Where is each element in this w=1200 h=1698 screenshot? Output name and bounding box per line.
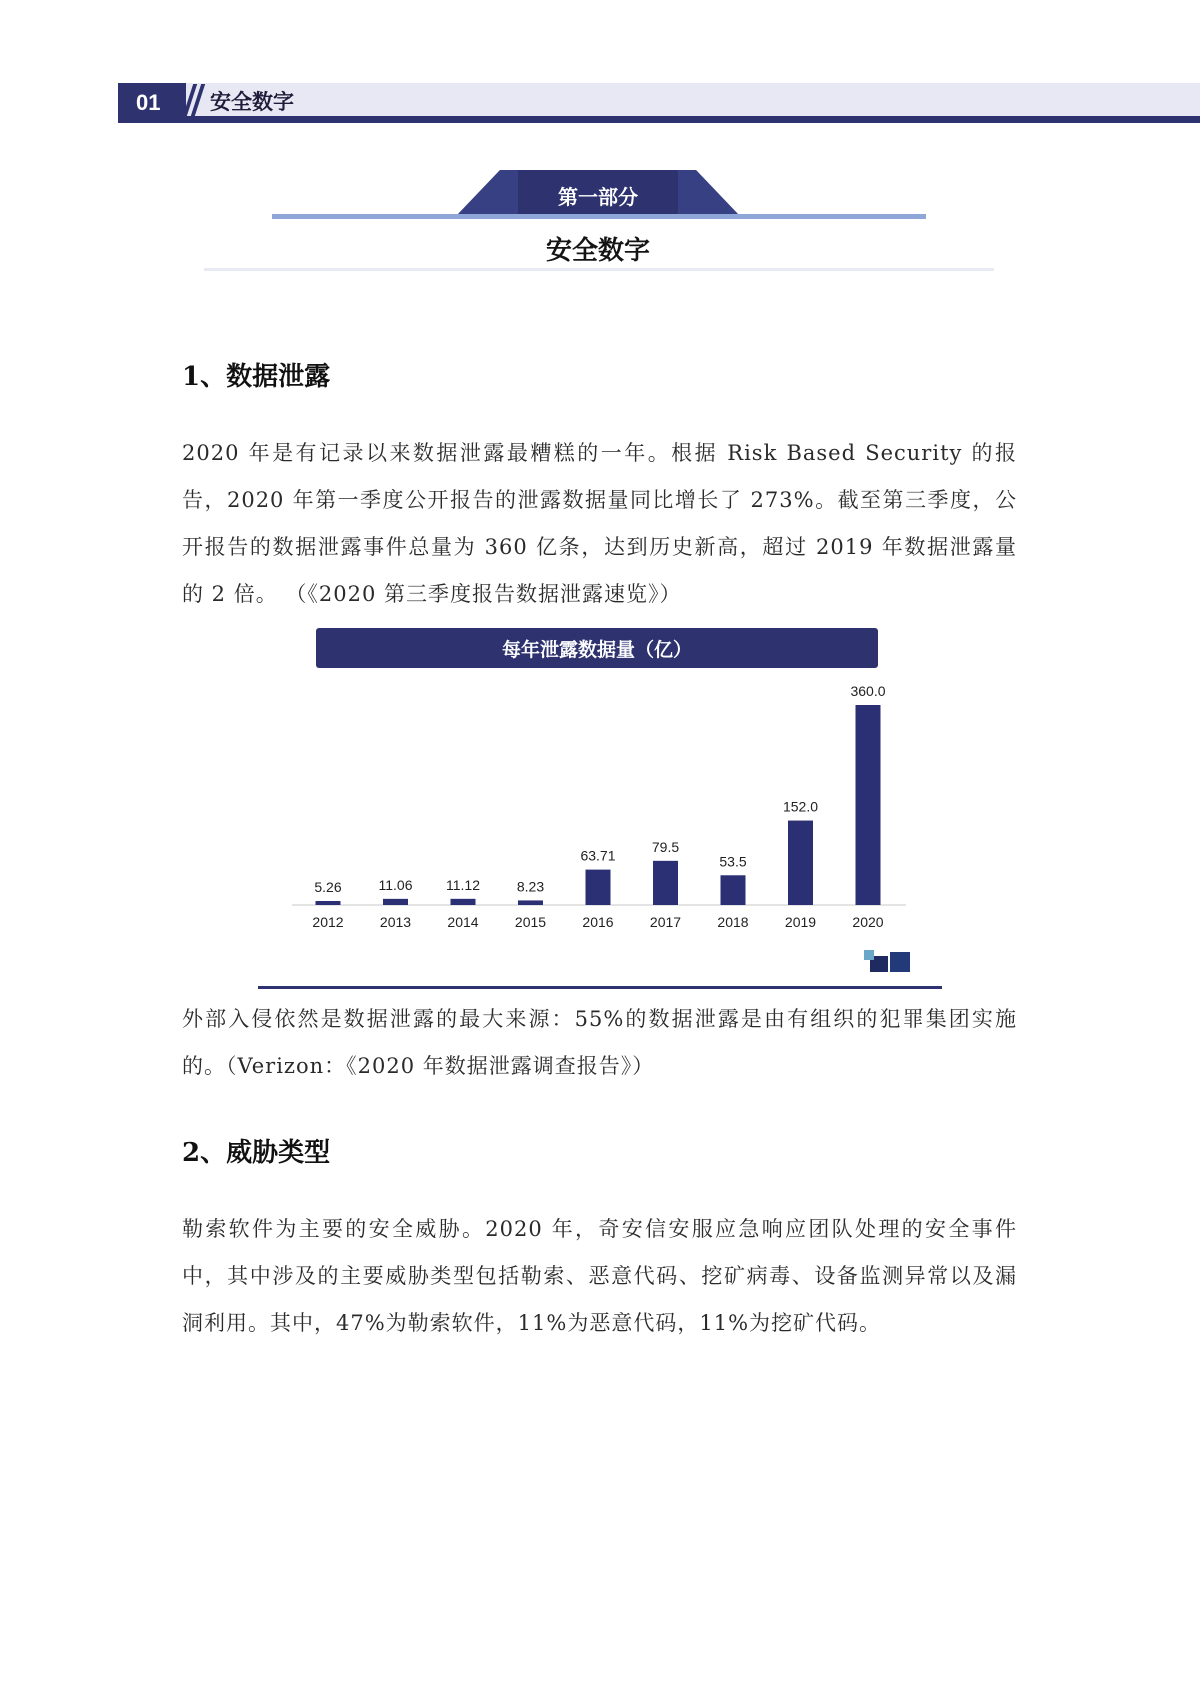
section-rule — [272, 214, 926, 219]
chart-title: 每年泄露数据量（亿） — [501, 639, 693, 661]
annual-leak-chart — [258, 628, 940, 990]
chapter-number-badge — [118, 83, 186, 123]
section-underline — [204, 268, 994, 271]
chapter-number: 01 — [136, 90, 161, 115]
paragraph-threat-types: 勒索软件为主要的安全威胁。2020 年，奇安信安服应急响应团队处理的安全事件中，其中涉及的主要威胁类型包括勒索、恶意代码、挖矿病毒、设备监测异常以及漏洞利用。其中，47%为勒索软件，11%为恶意代码，11%为挖矿代码。 — [182, 1217, 1017, 1335]
value-label-2014: 11.12 — [446, 876, 480, 893]
bar-2014 — [451, 899, 476, 905]
watermark-logo — [864, 950, 910, 972]
category-label-2013: 2013 — [379, 914, 412, 930]
heading-threat-types: 2、威胁类型 — [182, 1138, 331, 1168]
category-label-2019: 2019 — [784, 914, 817, 930]
bar-2016 — [586, 870, 611, 905]
bar-2013 — [383, 899, 408, 905]
value-label-2016: 63.71 — [580, 847, 616, 864]
category-label-2017: 2017 — [649, 914, 682, 930]
paragraph-data-breach: 2020 年是有记录以来数据泄露最糟糕的一年。根据 Risk Based Security 的报告，2020 年第一季度公开报告的泄露数据量同比增长了 273%。截至第三季度，公开报告的数据泄露事件总量为 360 亿条，达到历史新高，超过 2019 年数据泄露量的 2 倍。 （《2020 第三季度报告数据泄露速览》） — [182, 441, 1017, 606]
category-label-2012: 2012 — [312, 914, 344, 930]
value-label-2012: 5.26 — [314, 879, 342, 895]
value-label-2017: 79.5 — [651, 838, 680, 855]
header-title: 安全数字 — [210, 90, 294, 114]
value-label-2020: 360.0 — [850, 683, 886, 699]
category-label-2014: 2014 — [447, 914, 479, 930]
value-label-2013: 11.06 — [378, 876, 413, 893]
chart-bottom-rule — [258, 986, 942, 989]
category-label-2016: 2016 — [582, 914, 614, 930]
section-label: 第一部分 — [558, 185, 638, 209]
section-title: 安全数字 — [545, 236, 650, 266]
bar-2019 — [788, 821, 813, 905]
bar-2012 — [316, 901, 341, 905]
value-label-2015: 8.23 — [516, 878, 545, 895]
category-label-2018: 2018 — [717, 914, 749, 930]
bar-2020 — [856, 705, 881, 905]
value-label-2018: 53.5 — [719, 853, 747, 870]
bar-2015 — [518, 900, 543, 905]
bar-2017 — [653, 861, 678, 905]
paragraph-breach-source: 外部入侵依然是数据泄露的最大来源：55%的数据泄露是由有组织的犯罪集团实施的。（Verizon：《2020 年数据泄露调查报告》） — [182, 1007, 1017, 1078]
value-label-2019: 152.0 — [782, 798, 819, 815]
bar-2018 — [721, 875, 746, 905]
category-label-2015: 2015 — [514, 914, 547, 930]
heading-data-breach: 1、数据泄露 — [182, 362, 331, 392]
header-rule — [118, 116, 1200, 123]
category-label-2020: 2020 — [852, 914, 884, 930]
